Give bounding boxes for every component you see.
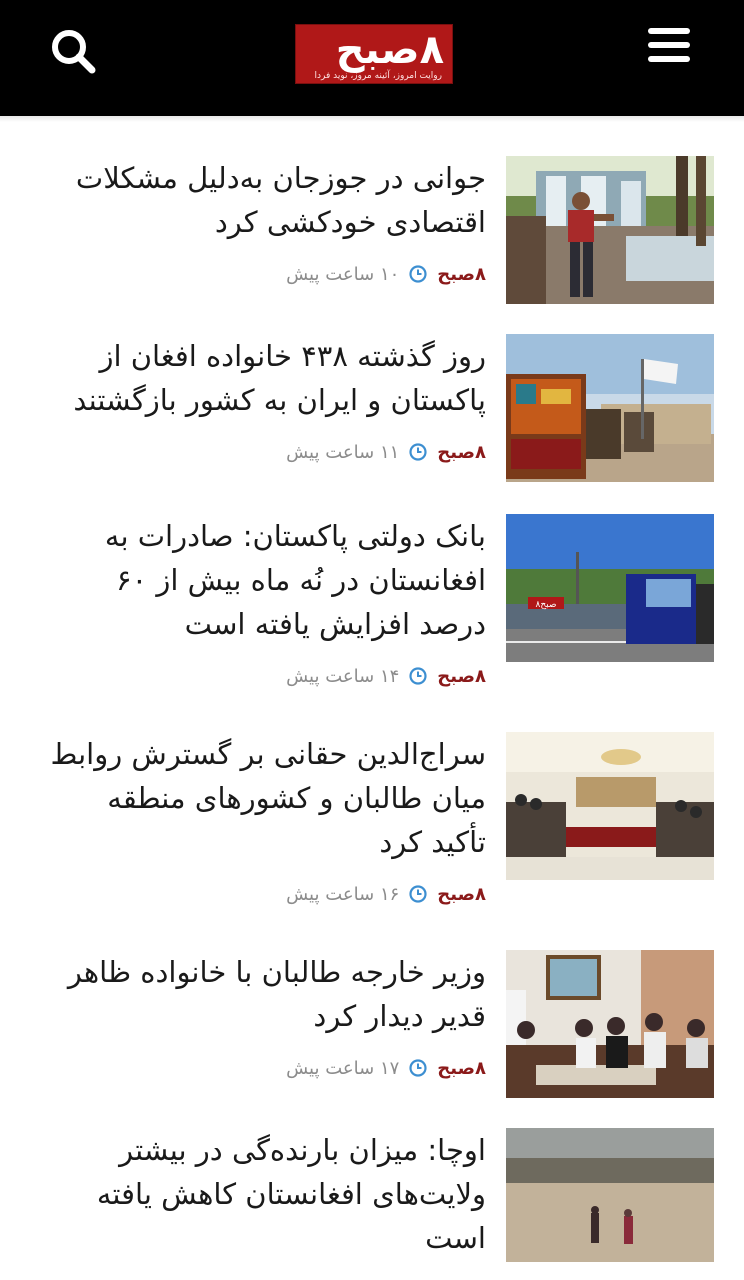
top-bar	[0, 0, 744, 116]
article-time: ۱۶ ساعت پیش	[286, 883, 400, 905]
article-item[interactable]	[0, 334, 744, 504]
article-meta	[286, 880, 486, 908]
dry-landscape-with-people-image	[506, 1128, 714, 1262]
article-thumbnail[interactable]	[506, 950, 714, 1098]
clock-icon	[409, 265, 427, 283]
article-item[interactable]	[0, 1128, 744, 1280]
man-at-waterfall-image	[506, 156, 714, 304]
article-source[interactable]: ۸صبح	[437, 263, 486, 285]
decorated-trucks-at-border-image	[506, 334, 714, 482]
site-logo[interactable]	[295, 24, 453, 84]
article-meta	[286, 662, 486, 690]
clock-icon	[409, 885, 427, 903]
clock-icon	[409, 443, 427, 461]
article-time: ۱۴ ساعت پیش	[286, 665, 400, 687]
meeting-in-office-image	[506, 950, 714, 1098]
article-item[interactable]	[0, 950, 744, 1120]
article-item[interactable]	[0, 514, 744, 687]
article-thumbnail[interactable]	[506, 732, 714, 880]
article-item[interactable]	[0, 732, 744, 905]
article-source[interactable]: ۸صبح	[437, 883, 486, 905]
article-title[interactable]: سراج‌الدین حقانی بر گسترش روابط میان طالبان و کشورهای منطقه تأکید کرد	[50, 737, 486, 859]
article-time: ۱۱ ساعت پیش	[286, 441, 400, 463]
article-source[interactable]: ۸صبح	[437, 665, 486, 687]
meeting-hall-image	[506, 732, 714, 880]
article-meta	[286, 438, 486, 466]
svg-text:۸صبح: ۸صبح	[535, 600, 557, 610]
article-title[interactable]: وزیر خارجه طالبان با خانواده ظاهر قدیر دیدار کرد	[67, 955, 486, 1033]
article-meta	[286, 1054, 486, 1082]
article-title[interactable]: جوانی در جوزجان به‌دلیل مشکلات اقتصادی خودکشی کرد	[75, 161, 486, 239]
logo-text: ۸صبح	[335, 27, 444, 73]
article-item[interactable]	[0, 156, 744, 326]
search-button[interactable]	[48, 26, 98, 76]
article-source[interactable]: ۸صبح	[437, 1057, 486, 1079]
article-thumbnail[interactable]	[506, 334, 714, 482]
hamburger-menu-icon	[648, 28, 698, 62]
article-time: ۱۷ ساعت پیش	[286, 1057, 400, 1079]
article-title[interactable]: روز گذشته ۴۳۸ خانواده افغان از پاکستان و ایران به کشور بازگشتند	[73, 339, 486, 417]
article-thumbnail[interactable]	[506, 514, 714, 662]
article-title[interactable]: اوچا: میزان بارنده‌گی در بیشتر ولایت‌های افغانستان کاهش یافته است	[96, 1133, 486, 1255]
trucks-on-highway-image	[506, 514, 714, 662]
menu-button[interactable]	[648, 28, 698, 72]
article-source[interactable]: ۸صبح	[437, 441, 486, 463]
article-thumbnail[interactable]	[506, 156, 714, 304]
article-meta	[286, 260, 486, 288]
logo-tagline: روایت امروز، آئینه مروز، نوید فردا	[314, 71, 442, 81]
header-shadow	[0, 116, 744, 122]
search-icon	[48, 26, 98, 76]
article-thumbnail[interactable]	[506, 1128, 714, 1262]
article-time: ۱۰ ساعت پیش	[286, 263, 400, 285]
clock-icon	[409, 667, 427, 685]
clock-icon	[409, 1059, 427, 1077]
article-title[interactable]: بانک دولتی پاکستان: صادرات به افغانستان در نُه ماه بیش از ۶۰ درصد افزایش یافته است	[104, 519, 486, 641]
